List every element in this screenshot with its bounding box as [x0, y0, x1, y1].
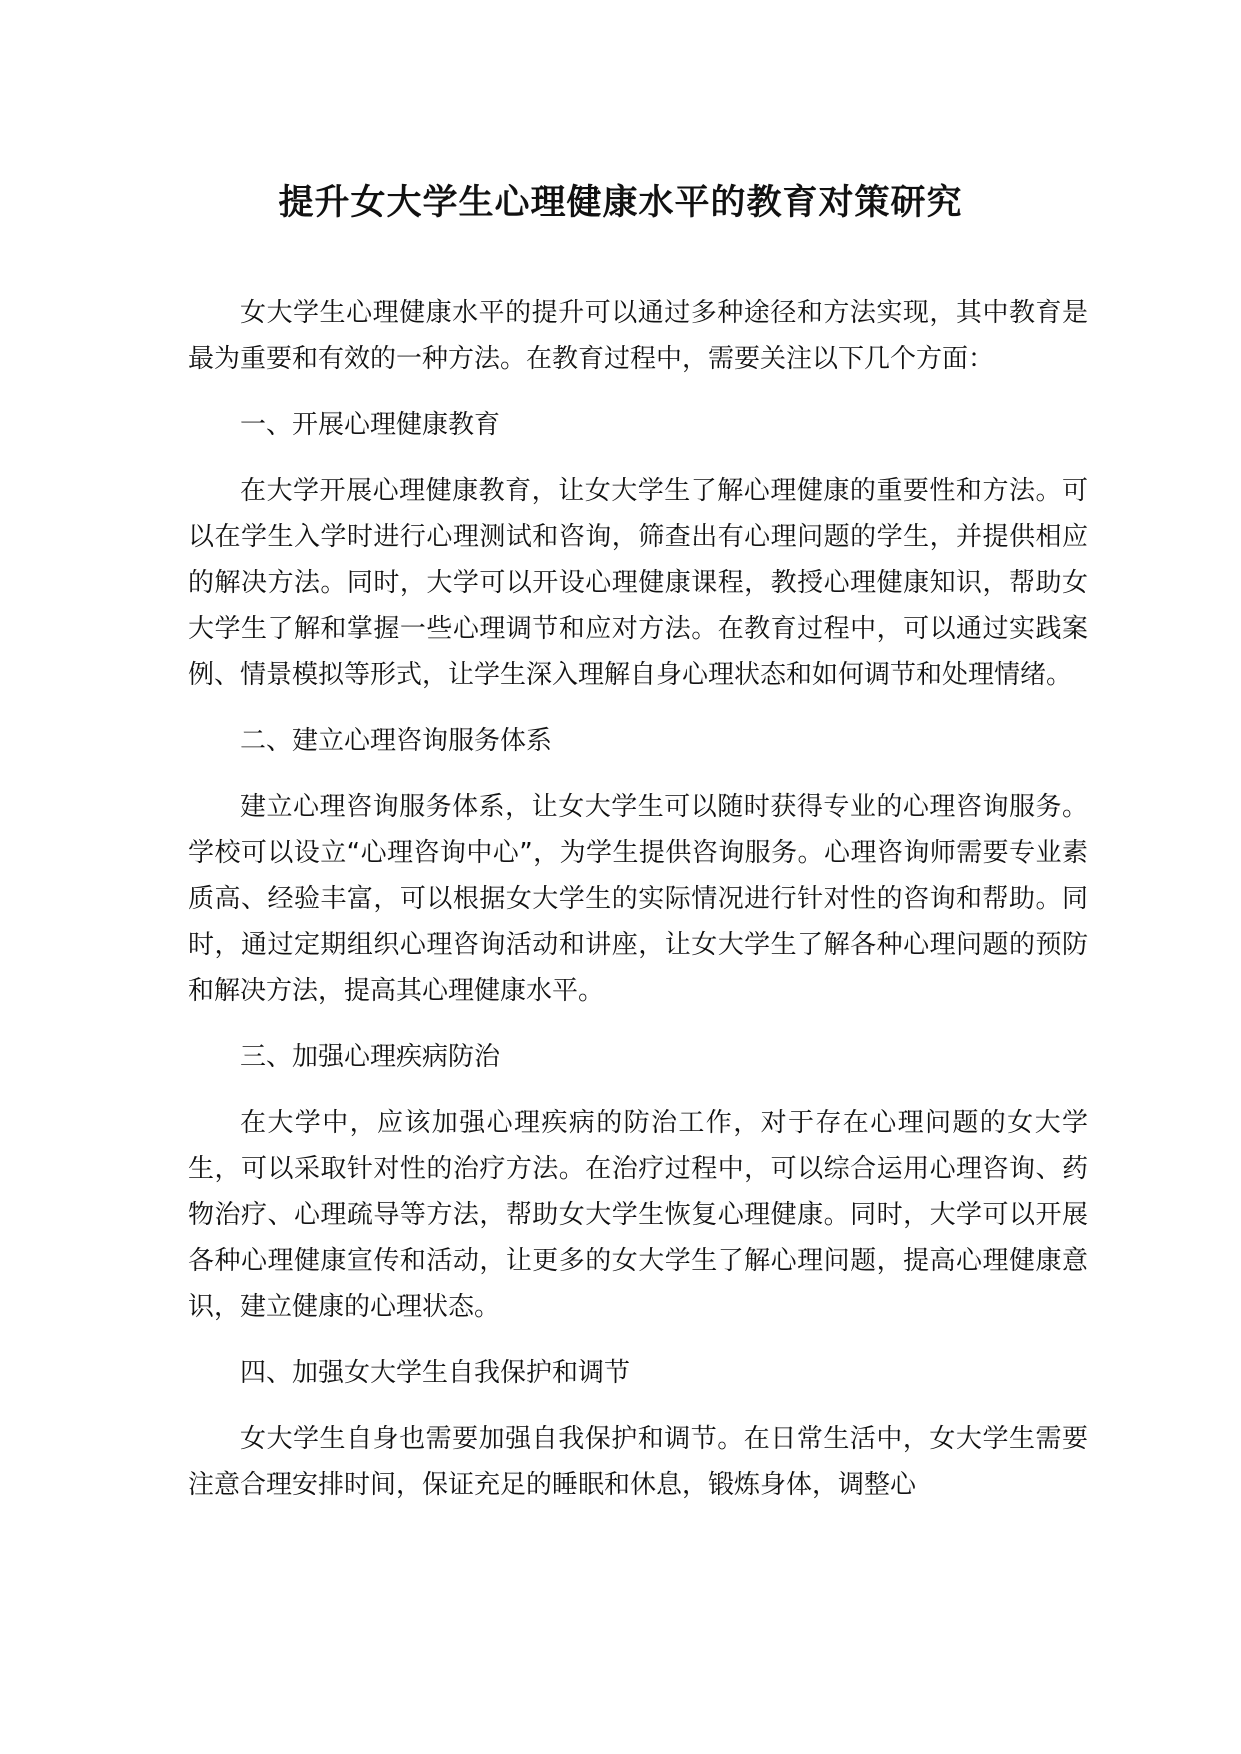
- section-paragraph-3: 在大学中，应该加强心理疾病的防治工作，对于存在心理问题的女大学生，可以采取针对性的治疗方法。在治疗过程中，可以综合运用心理咨询、药物治疗、心理疏导等方法，帮助女大学生恢复心理健康。同时，大学可以开展各种心理健康宣传和活动，让更多的女大学生了解心理问题，提高心理健康意识，建立健康的心理状态。: [188, 1108, 1088, 1322]
- section-heading-1: 一、开展心理健康教育: [240, 410, 501, 440]
- section-heading-3: 三、加强心理疾病防治: [240, 1042, 501, 1072]
- section-paragraph-1: 在大学开展心理健康教育，让女大学生了解心理健康的重要性和方法。可以在学生入学时进行心理测试和咨询，筛查出有心理问题的学生，并提供相应的解决方法。同时，大学可以开设心理健康课程，教授心理健康知识，帮助女大学生了解和掌握一些心理调节和应对方法。在教育过程中，可以通过实践案例、情景模拟等形式，让学生深入理解自身心理状态和如何调节和处理情绪。: [188, 476, 1088, 690]
- section-paragraph-4: 女大学生自身也需要加强自我保护和调节。在日常生活中，女大学生需要注意合理安排时间，保证充足的睡眠和休息，锻炼身体，调整心: [188, 1424, 1088, 1500]
- section-heading-4: 四、加强女大学生自我保护和调节: [240, 1358, 631, 1388]
- document-title: 提升女大学生心理健康水平的教育对策研究: [278, 183, 963, 223]
- section-heading-2: 二、建立心理咨询服务体系: [240, 726, 553, 756]
- section-paragraph-2: 建立心理咨询服务体系，让女大学生可以随时获得专业的心理咨询服务。学校可以设立“心理咨询中心”，为学生提供咨询服务。心理咨询师需要专业素质高、经验丰富，可以根据女大学生的实际情况进行针对性的咨询和帮助。同时，通过定期组织心理咨询活动和讲座，让女大学生了解各种心理问题的预防和解决方法，提高其心理健康水平。: [188, 792, 1088, 1006]
- intro-paragraph: 女大学生心理健康水平的提升可以通过多种途径和方法实现，其中教育是最为重要和有效的一种方法。在教育过程中，需要关注以下几个方面：: [188, 298, 1088, 374]
- document-body: [188, 290, 1088, 1528]
